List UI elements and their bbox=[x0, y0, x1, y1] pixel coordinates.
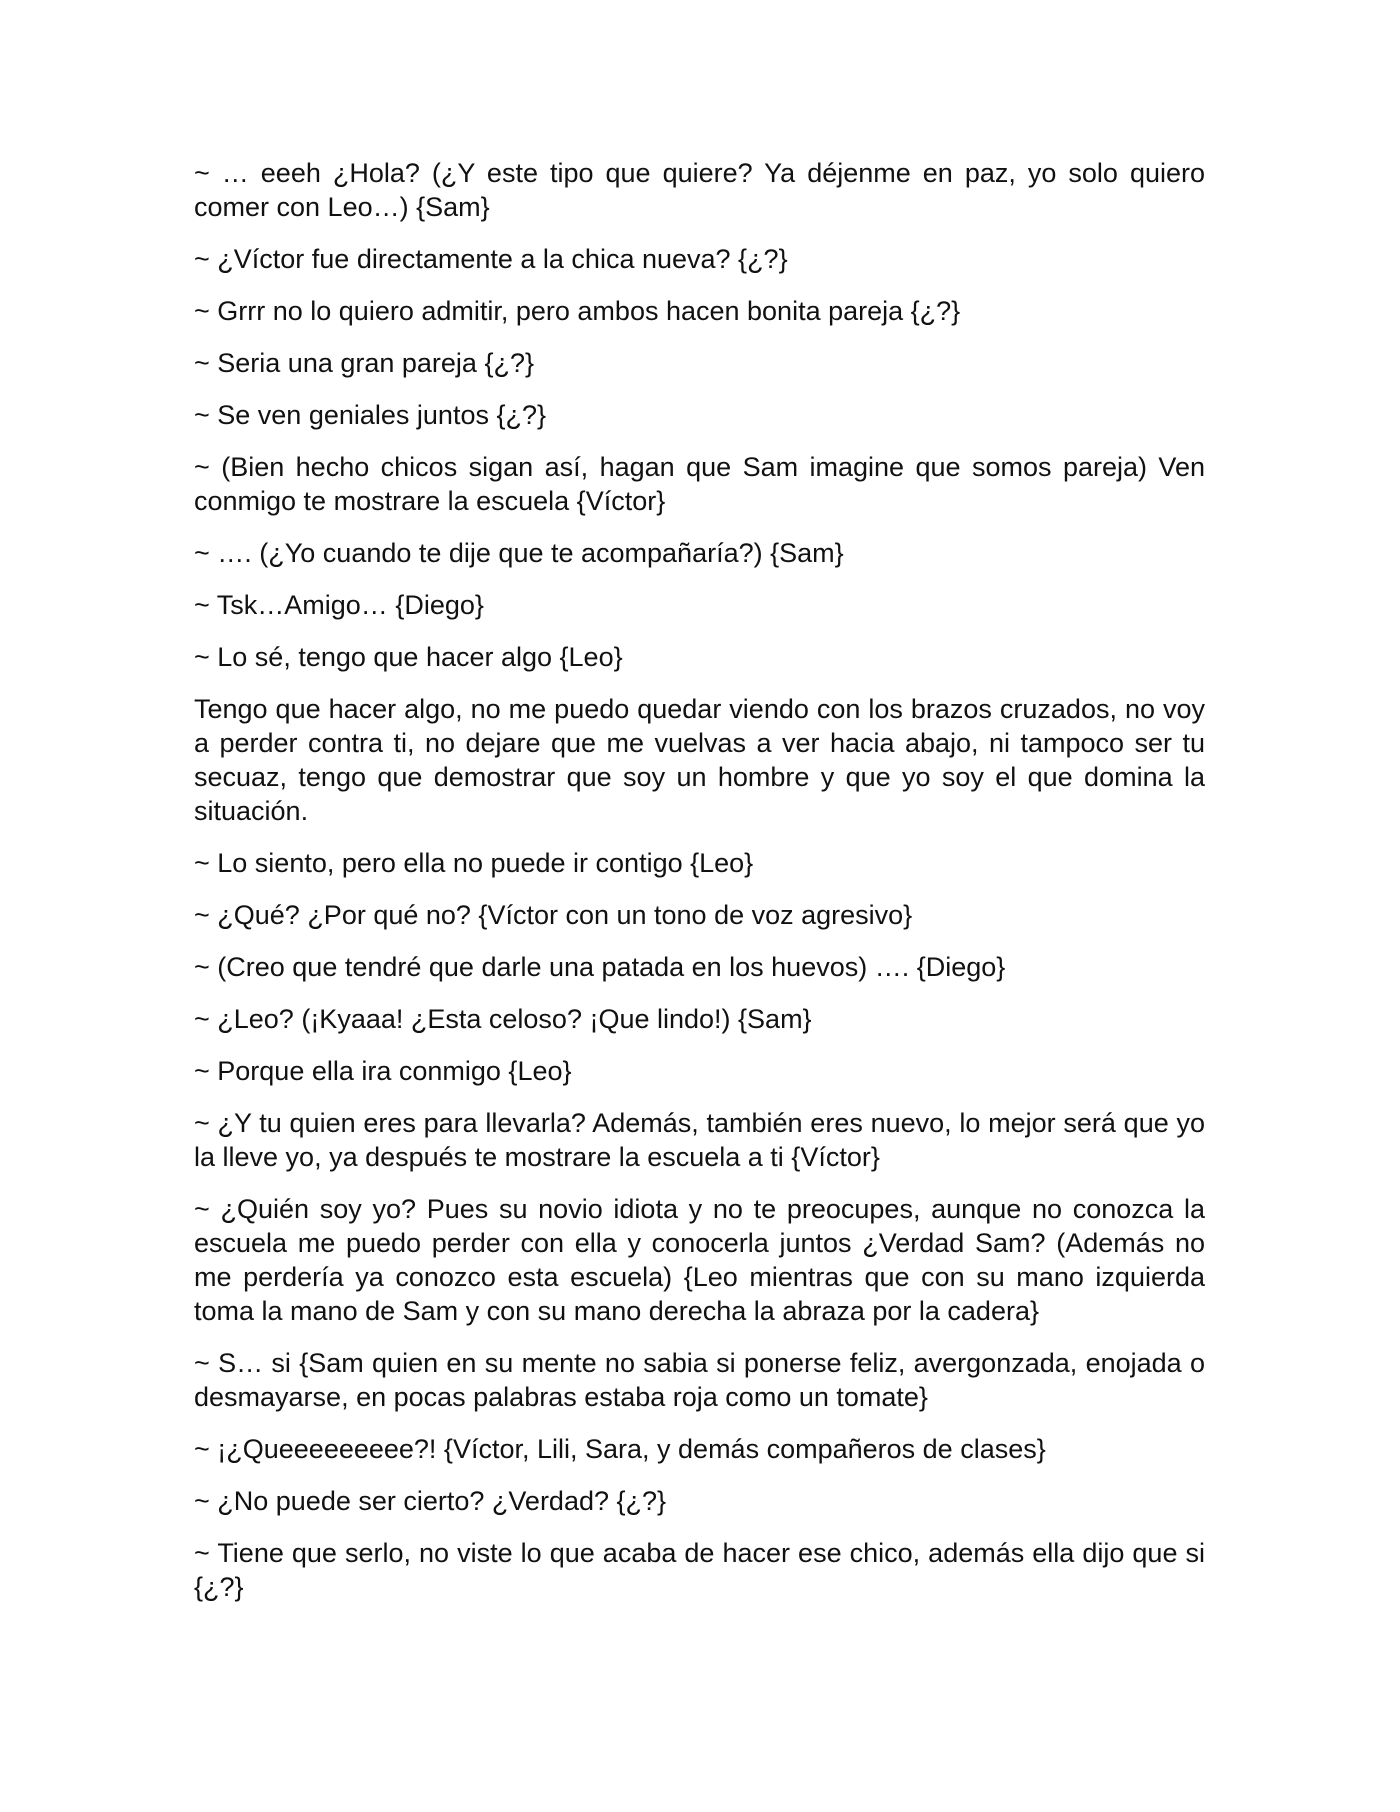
dialogue-line: ~ ¿Víctor fue directamente a la chica nueva? {¿?} bbox=[194, 244, 788, 274]
dialogue-line: ~ Lo sé, tengo que hacer algo {Leo} bbox=[194, 642, 623, 672]
dialogue-line: ~ Tiene que serlo, no viste lo que acaba de hacer ese chico, además ella dijo que si {¿?} bbox=[194, 1538, 1205, 1602]
narration-paragraph: Tengo que hacer algo, no me puedo quedar viendo con los brazos cruzados, no voy a perder contra ti, no dejare que me vuelvas a ver hacia abajo, ni tampoco ser tu secuaz, tengo que demostrar que soy un hombre y que yo soy el que domina la situación. bbox=[194, 694, 1205, 826]
dialogue-line: ~ … eeeh ¿Hola? (¿Y este tipo que quiere? Ya déjenme en paz, yo solo quiero comer con Leo…) {Sam} bbox=[194, 158, 1205, 222]
dialogue-line: ~ ¿No puede ser cierto? ¿Verdad? {¿?} bbox=[194, 1486, 667, 1516]
dialogue-line: ~ Seria una gran pareja {¿?} bbox=[194, 348, 534, 378]
dialogue-line: ~ (Bien hecho chicos sigan así, hagan que Sam imagine que somos pareja) Ven conmigo te mostrare la escuela {Víctor} bbox=[194, 452, 1205, 516]
dialogue-line: ~ ¿Qué? ¿Por qué no? {Víctor con un tono de voz agresivo} bbox=[194, 900, 913, 930]
dialogue-line: ~ ¿Quién soy yo? Pues su novio idiota y no te preocupes, aunque no conozca la escuela me puedo perder con ella y conocerla juntos ¿Verdad Sam? (Además no me perdería ya conozco esta escuela) {Leo mientras que con su mano izquierda toma la mano de Sam y con su mano derecha la abraza por la cadera} bbox=[194, 1194, 1205, 1326]
dialogue-line: ~ …. (¿Yo cuando te dije que te acompañaría?) {Sam} bbox=[194, 538, 844, 568]
dialogue-line: ~ ¿Leo? (¡Kyaaa! ¿Esta celoso? ¡Que lindo!) {Sam} bbox=[194, 1004, 812, 1034]
dialogue-line: ~ Lo siento, pero ella no puede ir contigo {Leo} bbox=[194, 848, 754, 878]
dialogue-line: ~ Tsk…Amigo… {Diego} bbox=[194, 590, 484, 620]
dialogue-line: ~ ¿Y tu quien eres para llevarla? Además, también eres nuevo, lo mejor será que yo la lleve yo, ya después te mostrare la escuela a ti {Víctor} bbox=[194, 1108, 1205, 1172]
dialogue-line: ~ ¡¿Queeeeeeeee?! {Víctor, Lili, Sara, y demás compañeros de clases} bbox=[194, 1434, 1046, 1464]
dialogue-line: ~ (Creo que tendré que darle una patada en los huevos) …. {Diego} bbox=[194, 952, 1006, 982]
dialogue-line: ~ S… si {Sam quien en su mente no sabia si ponerse feliz, avergonzada, enojada o desmayarse, en pocas palabras estaba roja como un tomate} bbox=[194, 1348, 1205, 1412]
document-body bbox=[194, 156, 1205, 1622]
dialogue-line: ~ Porque ella ira conmigo {Leo} bbox=[194, 1056, 572, 1086]
dialogue-line: ~ Grrr no lo quiero admitir, pero ambos hacen bonita pareja {¿?} bbox=[194, 296, 961, 326]
dialogue-line: ~ Se ven geniales juntos {¿?} bbox=[194, 400, 547, 430]
